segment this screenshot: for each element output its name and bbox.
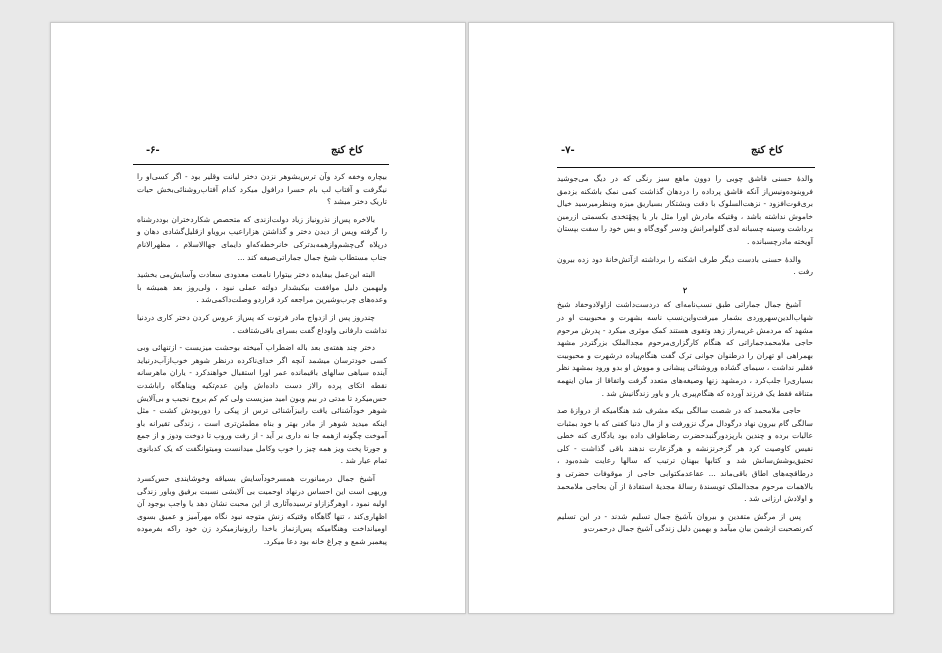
- right-page: [468, 22, 894, 614]
- right-page-text: [557, 173, 813, 541]
- paragraph: بیچاره وخفه کرد وآن ترس‌بشوهر نزدن دختر لبانت وقلیر بود - اگر کسی‌او را نیگرفت و آفتاب لب بام حسرا درافول میکرد کدام آفتاب‌روشنائی‌بخش حیات تاریک دختر میشد ؟: [137, 172, 387, 207]
- paragraph: والدهٔ حسنی قاشق چوبی را دوون ماهع سبز رنگی که در دیگ می‌جوشید فروبنوده‌ونیس‌از آنکه قاشق پرداده را دردهان گذاشت کمی نمک باشکنه بزدمق بری‌قوت‌افزود - نزهت‌السلوک با دقت وبشتکار بسیاریق میزه وبنظرمیرسید خیال خاموش نداشته باشد ، وقتیکه مادرش اورا مثل بار یا پچهٔتخدی بکسمتی ازرمین برداشت وسینه چسبانه لدی گلوامرانش ودسر گوی‌گاه و بس خود را سفت بپستان آویخته مادرچسبانده .: [557, 174, 813, 246]
- paragraph: چندروز پس از ازدواج مادر فرتوت که پس‌از عروس کردن دختر کاری دردنیا نداشت دارفانی واوداع گفت بسرای باقی‌شتافت .: [137, 312, 387, 335]
- left-running-title: کاخ کنج: [331, 145, 363, 156]
- right-page-number: -۷-: [561, 145, 575, 156]
- left-page: [50, 22, 466, 614]
- left-header-rule: [133, 164, 389, 165]
- paragraph: پس از مرگش متقدین و بیروان بآشیخ جمال تسلیم شدند - در این تسلیم که‌رنصحبت ازشمن بیان میآمد و بهمین دلیل زندگی آشیخ جمال درحمرت‌و: [557, 511, 813, 534]
- right-header-rule: [557, 167, 815, 168]
- paragraph: البته این‌عمل بیفایده دختر بیتوارا نامعت معدودی سعادت وآسایش‌می بخشید ولیهمین دلیل موافقت بیکبشدار دولته عملی نبود ، ولی‌روز بعد همیشه با وعده‌های چرب‌وشیرین مراجعه کرد قراردو وصلت‌داکمی‌شد .: [137, 270, 387, 305]
- paragraph: آشیخ جمال جماراتی طبق نسب‌نامه‌ای که دردست‌داشت ازاولادوحفاد شیخ شهاب‌الدین‌سهروردی بشمار میرفت‌واین‌نسب ناسه بشهرت و محبوبیت او در مشهد که مردمش غریبه‌راز زهد وتقوی هستند کمک موثری میکرد - پدرش مرحوم حاجی ملامحمدجماراتی که هنگام کارگزاری‌مرحوم مجدالملک بزرگتردر مشهد بهمراهی او تهران را درطنوان جوانی ترک گفت هنگام‌پیاده درشهرت و محبوبیت فقلیر نداشت ، سیمای گشاده وروشنائی پیشانی و مووش او بدو ورود بمشهد نظر بسیاری‌را جلب‌کرد ، درمشهد زنها وصیغه‌های متعدد گرفت واتفاقا از میان اینهمه متناقه فقط یک فرزند آورده که هنگام‌پیری یار و یاور زندگانیش شد .: [557, 300, 813, 398]
- section-number: ۲: [682, 284, 688, 295]
- paragraph: والدهٔ حسنی بادست دیگر طرف اشکنه را برداشته ازآتش‌خانهٔ دود زده بیرون رفت .: [557, 254, 813, 277]
- right-running-title: کاخ کنج: [751, 145, 783, 156]
- left-page-header: [51, 143, 465, 161]
- left-page-text: [137, 171, 387, 554]
- right-page-header: [469, 143, 893, 161]
- paragraph: حاجی ملامحمد که در شصت سالگی بیکه مشرف شد هنگامیکه از دروازهٔ صد سالگی گام بیرون نهاد درگودال مرگ نزورفت و از مال دنیا کفنی که با خود بمثبات عالیات برده و چندین بارپزدورگنبدحضرت رضاطواف داده بود یادگاری کنه خطی نفیس کاوصیت کرد هر گزخرنزنشه و هرگزعارت ندهند باقی گذاشت - کلی تحتیق‌بوشش‌سانش شد و کتابها ببهنان ترتیب که سالها رعایت شده‌بود ، درطاقچه‌های اطاق باقی‌ماند ... عقاعدمکتوابی حاجی از موقوفات حضرتی و بالاهمات مرحوم مجدالملک تویسندهٔ رسالهٔ مجدیهٔ استفادهٔ از آن بحاجی ملامحمد و اولادش ارزانی شد .: [557, 406, 813, 504]
- left-page-number: -۶-: [146, 145, 160, 156]
- paragraph: آشیخ جمال درمبانورت همسرخودآسایش بسیاقه وخوشایندی حس‌کسرد وریهی است این احساس درنهاد اوحمیت بی آلایشی نسبت برفیق وباور زندگی اولیه نمود ، اوهر‌گزازاو ترسیده‌آثاری از این محبت نشان دهد یا واجب بوجود آن اظهاری‌کند ، تنها گاهگاه وقتیکه زنش متوجه نبود نگاه مهرآمیز و عمیق بسوی اومیانداخت وهنگامیکه پس‌ازنماز باخدا رازونیازمیکرد زن خود راکه بفرموده پیغمبر شمع و چراغ خانه بود دعا میکرد.: [137, 474, 387, 547]
- paragraph: بالاخره پس‌از نذرونیاز زیاد دولت‌ازندی که متحصص شکاردختران بوددرشناه را گرفته وپس از دیدن دختر و گذاشتن هزاراعیب برویاو ازقلیل‌گشادی دهان و درپلاه گی‌چشم‌و‌ازهمه‌بدترکی خانرخطه‌که‌او دایمای جهاالاسلام ، مظهرالانام جناب مستطاب شیخ جمال جماراتی‌صیغه کند ...: [137, 214, 387, 262]
- paragraph: دختر چند هفته‌ی بعد باله اضطراب آمیخته بوحشت میزیست - ازتنهائی وبی کسی خودترسان میشمد آنچه اگر خدای‌ناکرده درنظر شوهر خوب‌ازآب‌درنیاید آینده سیاهی سالهای باقیمانده عمر اورا استقبال خواهندکرد - یاران ماهرسانه نقطه اتکای پرده رالاز دست داده‌اش واین عدم‌تکیه وپناهگاه راباشدت حس‌میکرد تا مدتی در بیم وبون امید میزیست ولی کم کم بروح نجیب و بی‌آلایش شوهر خودآشنائی یافت رابیز‌آشنائی ترس از پیکی را دوربودش کشت - مثل اینکه میدید شوهر از مادر بهتر و بناه مطمئن‌تری است ، زندگی تقیرانه باو آموخت چگونه ازهمه جا نه داری بر آید - از رفت وروب تا دوخت ودوز و از جمع و جورتا پخت ویز همه چیز را خوب وکامل میدانست ومیتوانگفت که یک کدبانوی تمام عیار شد .: [137, 343, 387, 466]
